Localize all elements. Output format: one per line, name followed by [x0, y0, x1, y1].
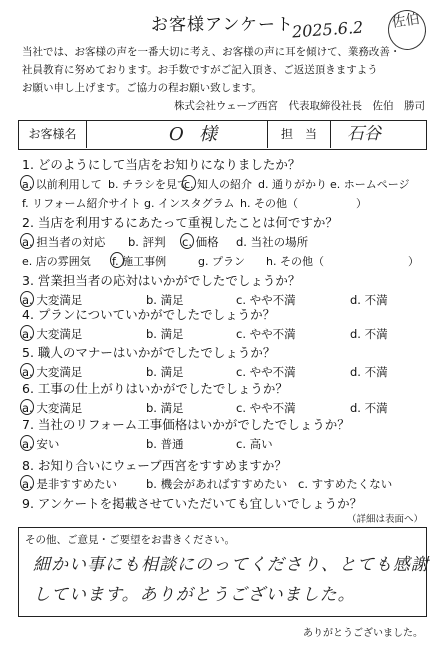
survey-title: お客様アンケート [151, 15, 294, 35]
q2-option-a: a. 担当者の対応 [22, 235, 106, 249]
answer-circle [20, 435, 34, 451]
intro-line-2: 社員教育に努めております。お手数ですがご記入頂き、ご返送頂きますよう [22, 64, 378, 76]
q1-option-b: b. チラシを見て [108, 178, 188, 191]
q5-option-a: a. 大変満足 [22, 365, 83, 379]
q7-option-a: a. 安い [22, 437, 60, 451]
q1-option-c: c. 知人の紹介 [184, 176, 252, 192]
q2-option-h: h. その他（ [266, 255, 324, 268]
question-6: 6. 工事の仕上がりはいかがでしたでしょうか？ [22, 381, 288, 396]
q3-option-c: c. やや不満 [236, 293, 296, 307]
q2-option-g: g. プラン [198, 255, 245, 268]
q2-option-b: b. 評判 [128, 235, 166, 249]
customer-name-value: O [169, 124, 184, 145]
answer-circle [20, 363, 34, 379]
q5-option-c: c. やや不満 [236, 365, 296, 379]
q2-option-d: d. 当社の場所 [236, 235, 309, 249]
q5-option-b: b. 満足 [146, 365, 184, 379]
comment-box [18, 527, 427, 617]
intro-line-3: お願い申し上げます。ご協力の程お願い致します。 [22, 82, 262, 94]
q4-option-a: a. 大変満足 [22, 327, 83, 341]
q8-option-b: b. 機会があればすすめたい [146, 477, 288, 491]
q5-option-d: d. 不満 [350, 365, 388, 379]
q7-option-b: b. 普通 [146, 437, 184, 451]
seal-stamp: 佐伯 [385, 8, 428, 53]
staff-label: 担 当 [267, 121, 331, 148]
customer-name-label: お客様名 [19, 121, 87, 148]
q3-option-b: b. 満足 [146, 293, 184, 307]
handwritten-date: 2025.6.2 [291, 17, 364, 42]
q3-option-d: d. 不満 [350, 293, 388, 307]
comment-line-1: 細かい事にも相談にのってくださり、とても感謝 [33, 555, 429, 575]
company-signature: 株式会社ウェーブ西宮 代表取締役社長 佐伯 勝司 [173, 100, 425, 112]
customer-honorific: 様 [199, 124, 217, 145]
answer-circle [20, 475, 34, 491]
q2-option-c: c. 価格 [182, 235, 219, 249]
q6-option-b: b. 満足 [146, 401, 184, 415]
q4-option-c: c. やや不満 [236, 327, 296, 341]
q1-option-d: d. 通りがかり [258, 178, 327, 191]
q1-option-f: f. リフォーム紹介サイト [22, 197, 141, 210]
q1-option-g: g. インスタグラム [144, 197, 235, 210]
q8-option-c: c. すすめたくない [298, 477, 393, 491]
q8-option-a: a. 是非すすめたい [22, 477, 117, 491]
question-2: 2. 当店を利用するにあたって重視したことは何ですか？ [22, 215, 338, 230]
answer-circle [110, 252, 124, 268]
answer-circle [20, 399, 34, 415]
customer-info-box [18, 120, 427, 150]
q2-option-h-close: ） [408, 255, 419, 268]
answer-circle [20, 233, 34, 249]
question-3: 3. 営業担当者の応対はいかがでしたでしょうか？ [22, 273, 301, 288]
q2-option-e: e. 店の雰囲気 [22, 255, 91, 268]
q1-option-h-close: ） [356, 197, 367, 210]
comment-line-2: しています。ありがとうございました。 [33, 585, 356, 605]
q4-option-b: b. 満足 [146, 327, 184, 341]
comment-label: その他、ご意見・ご要望をお書きください。 [25, 534, 235, 546]
q6-option-c: c. やや不満 [236, 401, 296, 415]
answer-circle [182, 175, 196, 191]
question-7: 7. 当社のリフォーム工事価格はいかがでしたでしょうか？ [22, 417, 350, 432]
q6-option-d: d. 不満 [350, 401, 388, 415]
staff-value: 石谷 [347, 124, 381, 144]
answer-circle [20, 175, 34, 191]
question-8: 8. お知り合いにウェーブ西宮をすすめますか？ [22, 458, 287, 473]
answer-circle [180, 233, 194, 249]
question-9: 9. アンケートを掲載させていただいても宜しいでしょうか？ [22, 496, 363, 511]
q6-option-a: a. 大変満足 [22, 401, 83, 415]
footer-thanks: ありがとうございました。 [303, 628, 423, 639]
q7-option-c: c. 高い [236, 437, 273, 451]
question-1: 1. どのようにして当店をお知りになりましたか？ [22, 157, 301, 172]
q2-option-f: f. 施工事例 [112, 253, 166, 269]
q1-option-h: h. その他（ [240, 197, 298, 210]
answer-circle [20, 325, 34, 341]
q1-option-a: a. 以前利用して [22, 176, 102, 192]
question-5: 5. 職人のマナーはいかがでしたでしょうか？ [22, 345, 276, 360]
q9-detail-note: （詳細は表面へ） [346, 514, 423, 525]
intro-line-1: 当社では、お客様の声を一番大切に考え、お客様の声に耳を傾けて、業務改善・ [22, 46, 401, 58]
q3-option-a: a. 大変満足 [22, 293, 83, 307]
q1-option-e: e. ホームページ [330, 178, 410, 191]
question-4: 4. プランについていかがでしたでしょうか？ [22, 307, 276, 322]
q4-option-d: d. 不満 [350, 327, 388, 341]
